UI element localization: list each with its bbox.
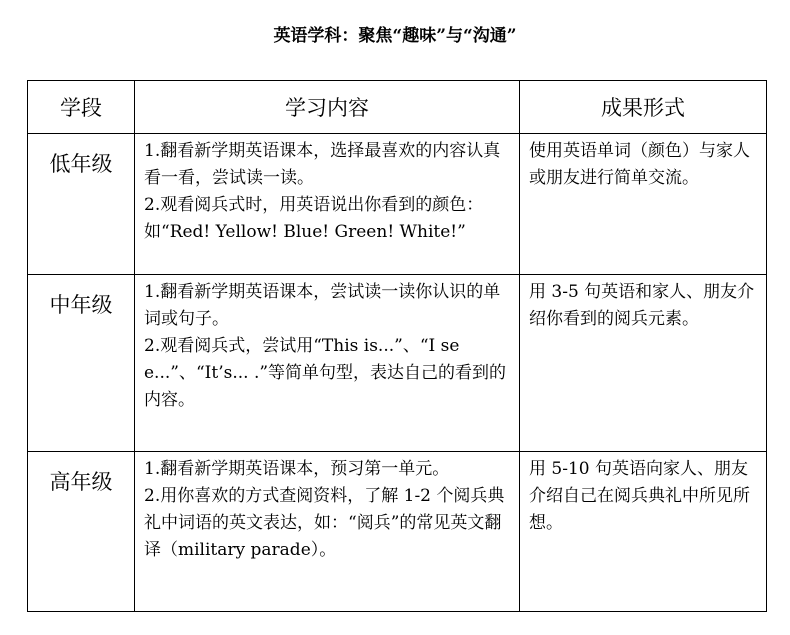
grade-cell: 中年级 (28, 275, 135, 452)
content-item: 2.观看阅兵式，尝试用“This is...”、“I see...”、“It’s... .”等简单句型，表达自己的看到的内容。 (144, 336, 507, 410)
content-item: 1.翻看新学期英语课本，预习第一单元。 (144, 459, 450, 479)
content-item: 2.观看阅兵式时，用英语说出你看到的颜色：如“Red! Yellow! Blue! Green! White!” (144, 195, 484, 242)
document-title: 英语学科：聚焦“趣味”与“沟通” (273, 26, 517, 46)
table-row (28, 134, 767, 275)
header-grade: 学段 (28, 81, 135, 134)
table-row (28, 275, 767, 452)
header-content: 学习内容 (135, 81, 520, 134)
grade-cell: 低年级 (28, 134, 135, 275)
content-item: 1.翻看新学期英语课本，尝试读一读你认识的单词或句子。 (144, 282, 501, 329)
table-row (28, 452, 767, 612)
result-cell (520, 275, 767, 452)
header-result: 成果形式 (520, 81, 767, 134)
content-item: 2.用你喜欢的方式查阅资料，了解 1-2 个阅兵典礼中词语的英文表达，如：“阅兵”的常见英文翻译（military parade）。 (144, 486, 505, 560)
result-text: 使用英语单词（颜色）与家人或朋友进行简单交流。 (529, 141, 750, 188)
result-text: 用 5-10 句英语向家人、朋友介绍自己在阅兵典礼中所见所想。 (529, 459, 750, 533)
table-header-row (28, 81, 767, 134)
grade-cell: 高年级 (28, 452, 135, 612)
content-item: 1.翻看新学期英语课本，选择最喜欢的内容认真看一看，尝试读一读。 (144, 141, 501, 188)
content-cell (135, 452, 520, 612)
content-cell (135, 134, 520, 275)
content-cell (135, 275, 520, 452)
result-cell (520, 134, 767, 275)
result-text: 用 3-5 句英语和家人、朋友介绍你看到的阅兵元素。 (529, 282, 755, 329)
learning-plan-table (27, 80, 767, 612)
result-cell (520, 452, 767, 612)
